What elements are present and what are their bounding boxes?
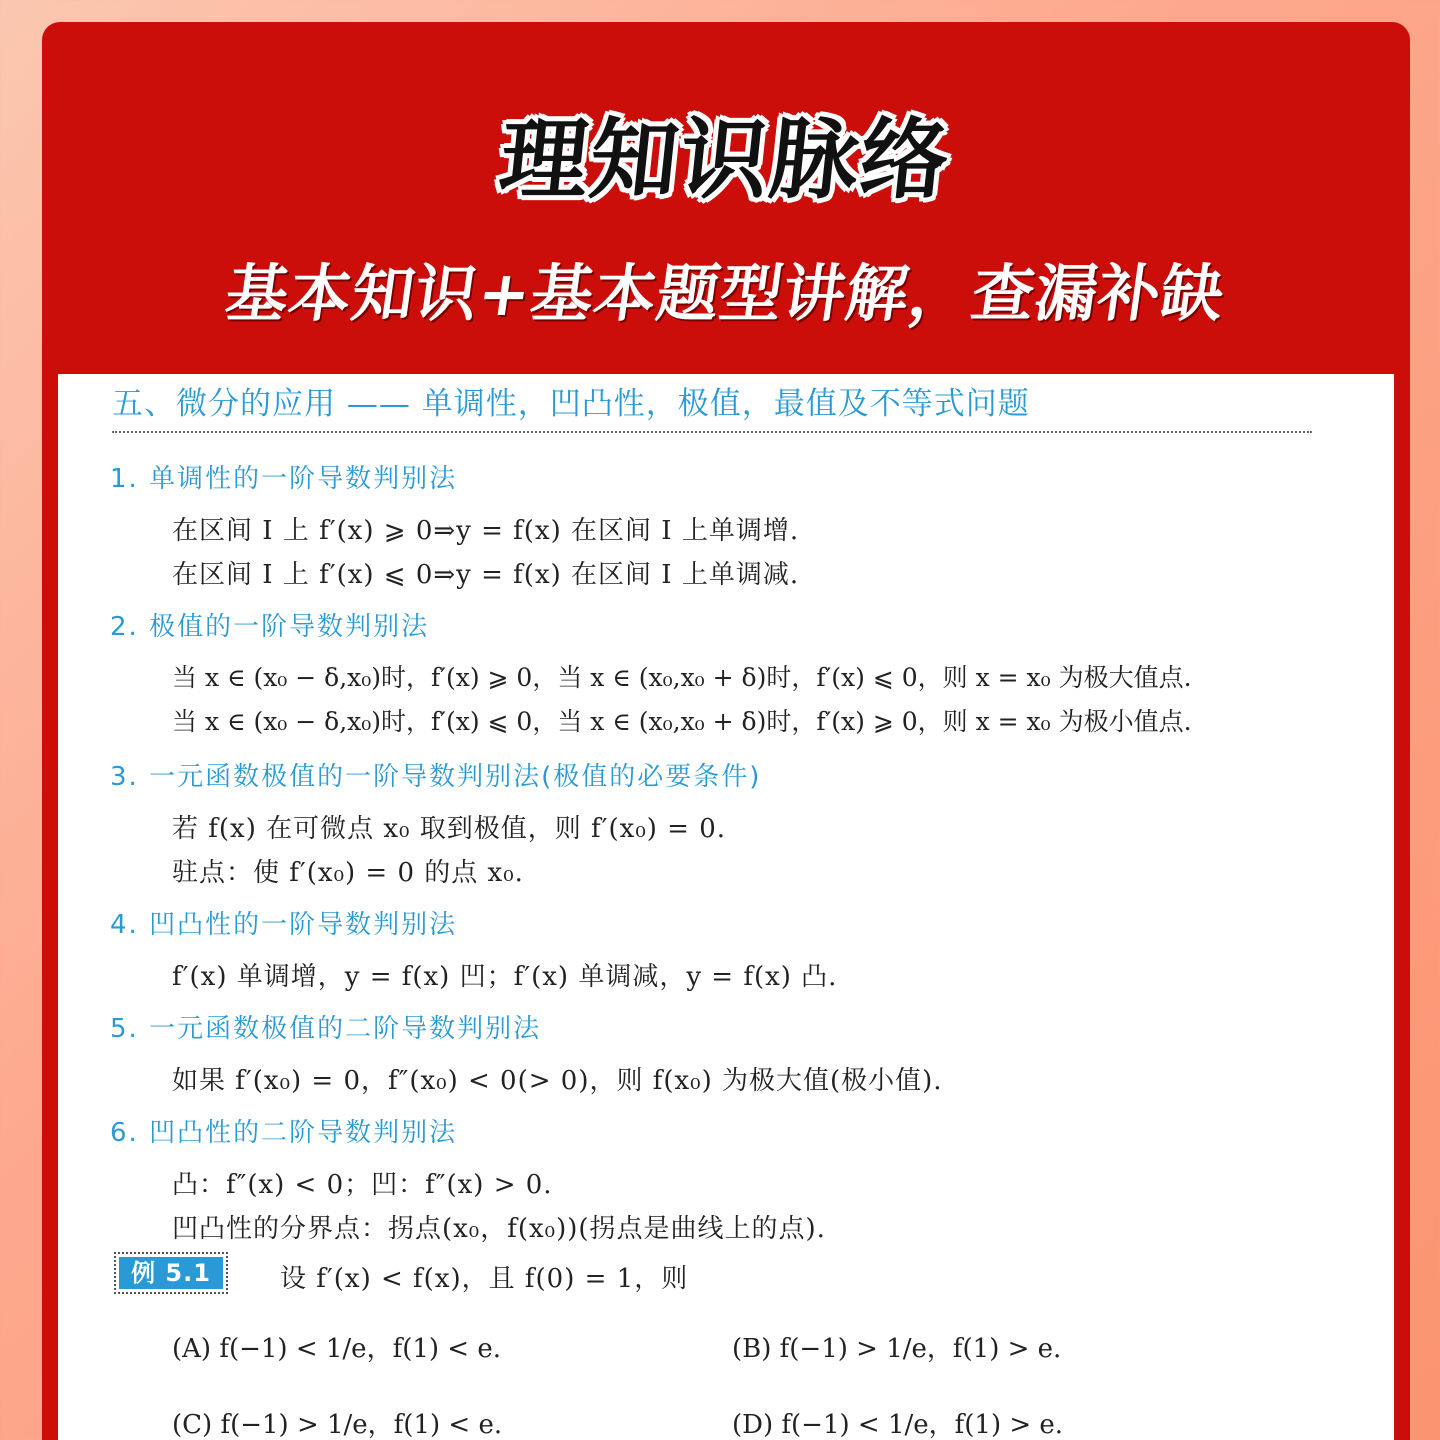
item-line: 如果 f′(x₀) = 0，f″(x₀) < 0(> 0)，则 f(x₀) 为极大值(极小值).: [172, 1066, 943, 1096]
item-line: 当 x ∈ (x₀ − δ,x₀)时，f′(x) ⩾ 0，当 x ∈ (x₀,x₀ + δ)时，f′(x) ⩽ 0，则 x = x₀ 为极大值点.: [172, 663, 1192, 692]
option-a: (A) f(−1) < 1/e，f(1) < e.: [172, 1334, 501, 1364]
item-heading-3: 3. 一元函数极值的一阶导数判别法(极值的必要条件): [110, 762, 762, 792]
page-title: 理知识脉络: [494, 108, 956, 211]
item-line: 若 f(x) 在可微点 x₀ 取到极值，则 f′(x₀) = 0.: [172, 814, 727, 844]
item-heading-6: 6. 凹凸性的二阶导数判别法: [110, 1118, 458, 1148]
item-line: 凹凸性的分界点：拐点(x₀，f(x₀))(拐点是曲线上的点).: [172, 1214, 826, 1244]
item-line: 凸：f″(x) < 0；凹：f″(x) > 0.: [172, 1170, 553, 1200]
document-page: [58, 374, 1394, 1440]
item-line: 当 x ∈ (x₀ − δ,x₀)时，f′(x) ⩽ 0，当 x ∈ (x₀,x₀ + δ)时，f′(x) ⩾ 0，则 x = x₀ 为极小值点.: [172, 707, 1192, 736]
item-heading-4: 4. 凹凸性的一阶导数判别法: [110, 910, 458, 940]
item-line: f′(x) 单调增，y = f(x) 凹；f′(x) 单调减，y = f(x) 凸.: [172, 962, 838, 992]
item-line: 在区间 I 上 f′(x) ⩽ 0⇒y = f(x) 在区间 I 上单调减.: [172, 560, 800, 590]
item-line: 在区间 I 上 f′(x) ⩾ 0⇒y = f(x) 在区间 I 上单调增.: [172, 516, 800, 546]
item-heading-2: 2. 极值的一阶导数判别法: [110, 612, 430, 642]
option-d: (D) f(−1) < 1/e，f(1) > e.: [732, 1410, 1064, 1440]
page-subtitle: 基本知识+基本题型讲解，查漏补缺: [221, 257, 1230, 330]
item-heading-5: 5. 一元函数极值的二阶导数判别法: [110, 1014, 542, 1044]
option-b: (B) f(−1) > 1/e，f(1) > e.: [732, 1334, 1062, 1364]
item-line: 驻点：使 f′(x₀) = 0 的点 x₀.: [172, 858, 524, 888]
item-heading-1: 1. 单调性的一阶导数判别法: [110, 464, 458, 494]
example-badge: [114, 1252, 228, 1294]
example-badge-label: 例 5.1: [119, 1257, 223, 1289]
option-c: (C) f(−1) > 1/e，f(1) < e.: [172, 1410, 503, 1440]
example-question: 设 f′(x) < f(x)，且 f(0) = 1，则: [280, 1264, 689, 1294]
section-title: 五、微分的应用 —— 单调性，凹凸性，极值，最值及不等式问题: [112, 378, 1312, 433]
